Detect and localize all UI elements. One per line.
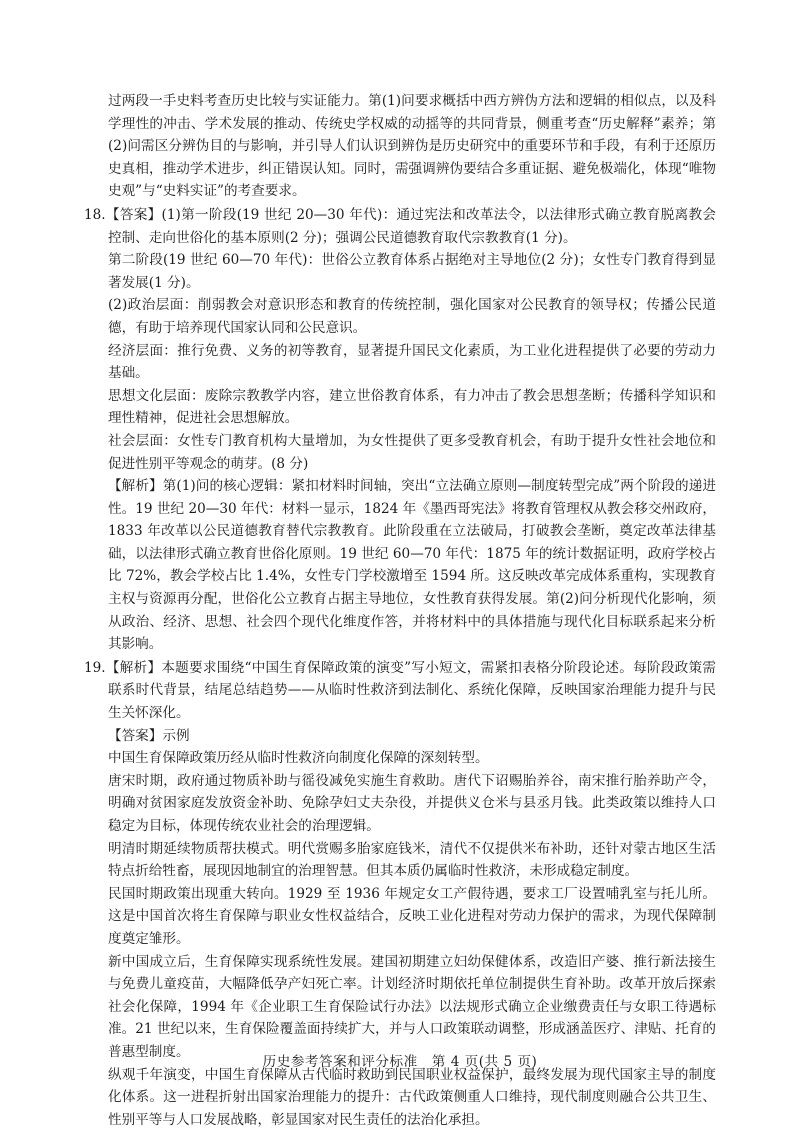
q19-essay-intro: 中国生育保障政策历经从临时性救济向制度化保障的深刻转型。	[108, 750, 489, 767]
q18-answer-stage-two: 第二阶段(19 世纪 60—70 年代)：世俗公立教育体系占据绝对主导地位(2 分)；女性专门教育得到显著发展(1 分)。	[108, 252, 716, 291]
q19-essay-tang-song: 唐宋时期，政府通过物质补助与徭役减免实施生育救助。唐代下诏赐胎养谷，南宋推行胎养助产令，明确对贫困家庭发放资金补助、免除孕妇丈夫杂役，并提供义仓米与县丞月钱。此类政策以维持人口稳定为目标，体现传统农业社会的治理逻辑。	[108, 772, 716, 834]
q18-analysis: 【解析】第(1)问的核心逻辑：紧扣材料时间轴，突出“立法确立原则—制度转型完成”两个阶段的递进性。19 世纪 20—30 年代：材料一显示，1824 年《墨西哥宪法》将教育管理权从教会移交州政府，1833 年改革以公民道德教育替代宗教教育。此阶段重在立法破局，打破教会垄断，奠定改革法律基础，以法律形式确立教育世俗化原则。19 世纪 60—70 年代：1875 年的统计数据证明，政府学校占比 72%，教会学校占比 1.4%，女性专门学校激增至 1594 所。这反映改革完成体系重构，实现教育主权与资源再分配，世俗化公立教育占据主导地位，女性教育获得发展。第(2)问分析现代化影响，须从政治、经济、思想、社会四个现代化维度作答，并将材料中的具体措施与现代化目标联系起来分析其影响。	[108, 478, 716, 653]
q19-answer-label: 【答案】示例	[108, 727, 190, 744]
page-footer: 历史参考答案和评分标准 第 4 页(共 5 页)	[262, 1054, 538, 1070]
q18-answer-cultural: 思想文化层面：废除宗教教学内容，建立世俗教育体系，有力冲击了教会思想垄断；传播科学知识和理性精神，促进社会思想解放。	[108, 387, 716, 427]
q18-answer-social: 社会层面：女性专门教育机构大量增加，为女性提供了更多受教育机会，有助于提升女性社会地位和促进性别平等观念的萌芽。(8 分)	[108, 432, 716, 472]
q18-answer-political: (2)政治层面：削弱教会对意识形态和教育的传统控制，强化国家对公民教育的领导权；传播公民道德，有助于培养现代国家认同和公民意识。	[108, 297, 716, 336]
intro-paragraph: 过两段一手史料考查历史比较与实证能力。第(1)问要求概括中西方辨伪方法和逻辑的相似点，以及科学理性的冲击、学术发展的推动、传统史学权威的动摇等的共同背景，侧重考查“历史解释”素养；第(2)问需区分辨伪目的与影响，并引导人们认识到辨伪是历史研究中的重要环节和手段，有利于还原历史真相，推动学术进步，纠正错误认知。同时，需强调辨伪要结合多重证据、避免极端化，体现“唯物史观”与“史料实证”的考查要求。	[108, 93, 716, 200]
q19-essay-republic: 民国时期政策出现重大转向。1929 至 1936 年规定女工产假待遇，要求工厂设置哺乳室与托儿所。这是中国首次将生育保障与职业女性权益结合，反映工业化进程对劳动力保护的需求，为现代保障制度奠定雏形。	[108, 885, 716, 947]
q19-essay-conclusion: 纵观千年演变，中国生育保障从古代临时救助到民国职业权益保护，最终发展为现代国家主导的制度化体系。这一进程折射出国家治理能力的提升：古代政策侧重人口维持，现代制度则融合公共卫生、性别平等与人口发展战略，彰显国家对民生责任的法治化承担。	[108, 1066, 716, 1128]
q19-essay-ming-qing: 明清时期延续物质帮扶模式。明代赏赐多胎家庭钱米，清代不仅提供米布补助，还针对蒙古地区生活特点折给牲畜，展现因地制宜的治理智慧。但其本质仍属临时性救济，未形成稳定制度。	[108, 840, 716, 880]
q19-essay-new-china: 新中国成立后，生育保障实现系统性发展。建国初期建立妇幼保健体系，改造旧产婆、推行新法接生与免费儿童疫苗，大幅降低孕产妇死亡率。计划经济时期依托单位制提供生育补助。改革开放后探索社会化保障，1994 年《企业职工生育保险试行办法》以法规形式确立企业缴费责任与女职工待遇标准。21 世纪以来，生育保险覆盖面持续扩大，并与人口政策联动调整，形成涵盖医疗、津贴、托育的普惠型制度。	[108, 953, 716, 1060]
q18-answer-economic: 经济层面：推行免费、义务的初等教育，显著提升国民文化素质，为工业化进程提供了必要的劳动力基础。	[108, 342, 716, 382]
document-body	[84, 90, 716, 1131]
q19-analysis: 19.【解析】本题要求围绕“中国生育保障政策的演变”写小短文，需紧扣表格分阶段论述。每阶段政策需联系时代背景，结尾总结趋势——从临时性救济到法制化、系统化保障，反映国家治理能力提升与民生关怀深化。	[84, 659, 716, 722]
q18-answer-stage-one: 18.【答案】(1)第一阶段(19 世纪 20—30 年代)：通过宪法和改革法令，以法律形式确立教育脱离教会控制、走向世俗化的基本原则(2 分)；强调公民道德教育取代宗教教育(1 分)。	[84, 206, 716, 246]
